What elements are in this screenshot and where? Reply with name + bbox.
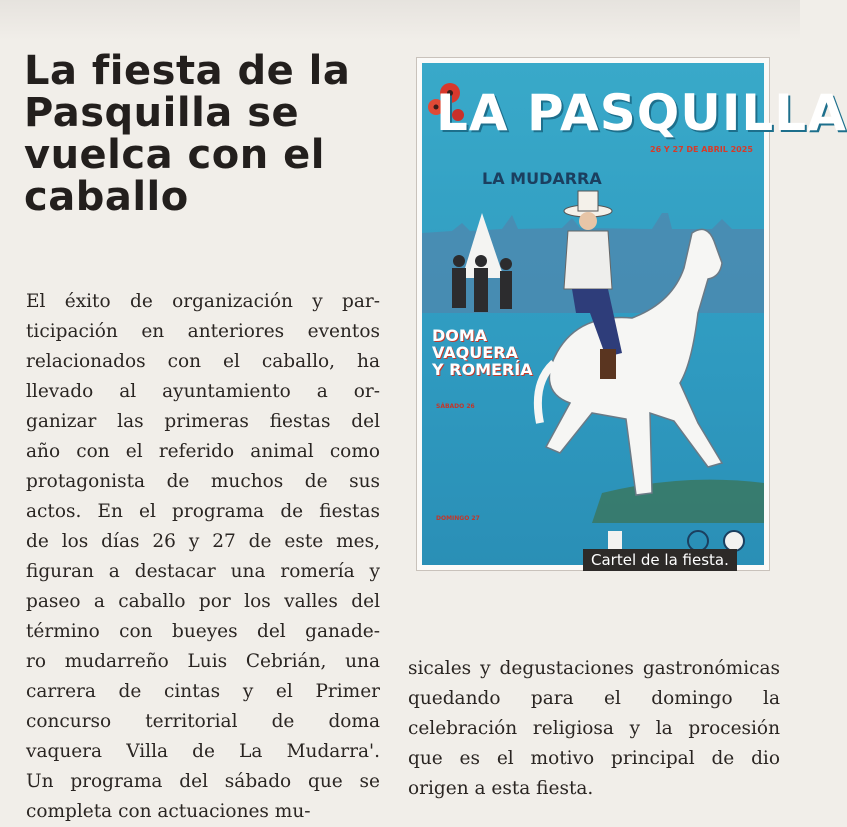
body-line: figuran a destacar una romería y (26, 561, 380, 582)
poster-doma-line: DOMA (432, 326, 488, 345)
body-line: relacionados con el caballo, ha (26, 351, 380, 372)
poster-title: LA PASQUILLA (436, 84, 847, 142)
headline: La fiesta de la Pasquilla se vuelca con el caballo (24, 48, 351, 220)
body-line: Un programa del sábado que se (26, 771, 380, 792)
poster-saturday-label: SÁBADO 26 (436, 403, 475, 410)
body-column-right: sicales y degustaciones gastronómicas quedando para el domingo la celebración religiosa y la procesión que es el motivo principal de dio origen a esta fiesta. (408, 658, 780, 799)
body-line: término con bueyes del ganade- (26, 621, 380, 642)
poster-town: LA MUDARRA (482, 169, 602, 188)
body-line: de los días 26 y 27 de este mes, (26, 531, 380, 552)
poster-doma-line: VAQUERA (432, 343, 518, 362)
body-line: llevado al ayuntamiento a or- (26, 381, 380, 402)
town-crest-icon (608, 531, 622, 549)
body-line: carrera de cintas y el Primer (26, 681, 380, 702)
poster-photo (416, 57, 847, 571)
body-line: protagonista de muchos de sus (26, 471, 380, 492)
federation-logo-icon (724, 531, 744, 551)
body-line: ro mudarreño Luis Cebrián, una (26, 651, 380, 672)
body-line: año con el referido animal como (26, 441, 380, 462)
body-line: ganizar las primeras fiestas del (26, 411, 380, 432)
poster-dates: 26 Y 27 DE ABRIL 2025 (650, 145, 753, 154)
poster-doma-line: Y ROMERÍA (432, 360, 533, 379)
photo-caption: Cartel de la fiesta. (583, 549, 737, 571)
poster-sunday-label: DOMINGO 27 (436, 515, 480, 522)
body-line: ticipación en anteriores eventos (26, 321, 380, 342)
body-line: actos. En el programa de fiestas (26, 501, 380, 522)
body-line: concurso territorial de doma (26, 711, 380, 732)
body-line: El éxito de organización y par- (26, 291, 380, 312)
poster-doma-title (432, 327, 533, 378)
body-line: paseo a caballo por los valles del (26, 591, 380, 612)
body-column-left (26, 287, 380, 827)
fiesta-poster (422, 63, 847, 565)
body-line: completa con actuaciones mu- (26, 801, 311, 822)
previous-article-strip (0, 0, 800, 40)
sponsor-logo-icon (688, 531, 708, 551)
body-line: vaquera Villa de La Mudarra'. (26, 741, 380, 762)
